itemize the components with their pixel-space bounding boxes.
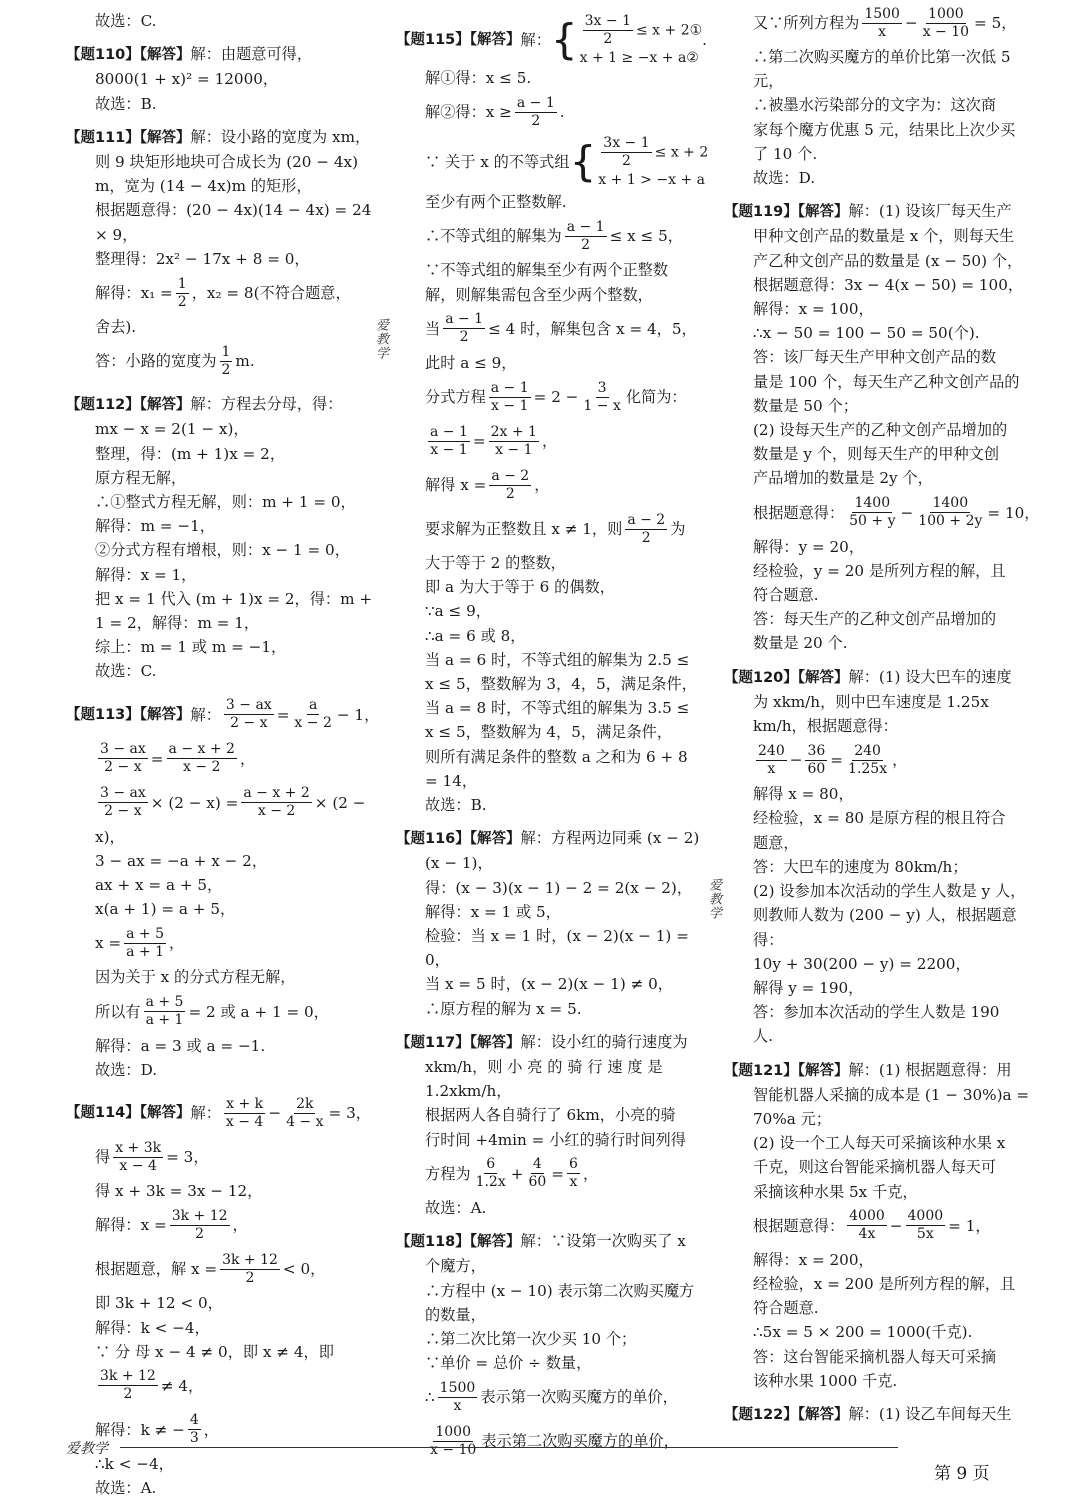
text-line: 数量是 y 个，则每天生产的甲种文创 — [753, 445, 1000, 464]
text-line: × 9， — [95, 225, 138, 244]
text-line: ∴第二次比第一次少买 10 个； — [425, 1329, 637, 1348]
text-line: 答：这台智能采摘机器人每天可采摘 — [753, 1347, 996, 1366]
text-line: 数量是 20 个. — [753, 634, 848, 653]
text-line: (2) 设参加本次活动的学生人数是 y 人， — [753, 882, 1026, 901]
text-line: 解：(1) 设乙车间每天生 — [848, 1404, 1012, 1423]
answer-113 — [66, 693, 380, 1082]
text-line: 得： — [753, 930, 784, 949]
text-line: 甲种文创产品的数量是 x 个，则每天生 — [753, 227, 1015, 246]
text-line: ∵不等式组的解集至少有两个正整数 — [425, 261, 668, 280]
column-2 — [396, 12, 709, 1463]
text-line: 解得 x = $\frac{a - 2}{2}$ ， — [425, 467, 550, 502]
text-line: 根据题意得： $\frac{4000}{4x}$ − $\frac{4000}{5x}$ = 1， — [753, 1208, 991, 1243]
text-line: 符合题意. — [753, 586, 819, 605]
text-line: ∴方程中 (x − 10) 表示第二次购买魔方 — [425, 1281, 695, 1300]
text-line: 解得 x = 80， — [753, 785, 854, 804]
column-1 — [66, 9, 380, 1500]
text-line: 故选：C. — [95, 12, 157, 30]
question-tag: 【题118】【解答】 — [396, 1234, 521, 1251]
text-line: (x − 1)， — [425, 854, 493, 873]
text-line: 当 $\frac{a - 1}{2}$ ≤ 4 时，解集包含 x = 4，5， — [425, 311, 697, 346]
text-line: ax + x = a + 5， — [95, 876, 223, 895]
text-line: 故选：B. — [425, 796, 487, 815]
footer-logo: 爱教学 — [66, 1441, 108, 1457]
text-line: x ≤ 5，整数解为 4，5，满足条件， — [425, 723, 673, 742]
text-line: 千克，则这台智能采摘机器人每天可 — [753, 1158, 996, 1177]
text-line: 行时间 +4min = 小红的骑行时间列得 — [425, 1130, 686, 1149]
text-line: 数量是 50 个； — [753, 396, 858, 415]
text-line: 经检验，x = 200 是所列方程的解，且 — [753, 1274, 1016, 1293]
text-line: ∵ 分 母 x − 4 ≠ 0，即 x ≠ 4，即 — [95, 1342, 334, 1361]
text-line: 解：(1) 设大巴车的速度 — [848, 667, 1012, 686]
text-line: 【题115】【解答】 解： { $\frac{3x - 1}{2}$ ≤ x + 2① x + 1 ≥ −x + a② . — [396, 12, 707, 66]
text-line: $\frac{3 - ax}{2 - x}$ = $\frac{a - x + 2}{x - 2}$ ， — [100, 741, 256, 776]
text-line: 智能机器人采摘的成本是 (1 − 30%)a = — [753, 1085, 1030, 1104]
text-line: ∴被墨水污染部分的文字为：这次商 — [753, 96, 996, 115]
text-line: 所以有 $\frac{a + 5}{a + 1}$ = 2 或 a + 1 = 0， — [95, 994, 329, 1029]
text-line: 故选：D. — [95, 1060, 158, 1079]
text-line: 解得：x = 200， — [753, 1250, 874, 1269]
text-line: ②分式方程有增根，则：x − 1 = 0， — [95, 541, 350, 560]
text-line: 舍去). — [95, 318, 137, 337]
text-line: 把 x = 1 代入 (m + 1)x = 2，得：m + — [95, 589, 373, 608]
text-line: 解得：k < −4， — [95, 1318, 210, 1337]
text-line: 的数量， — [425, 1305, 486, 1324]
text-line: ∴原方程的解为 x = 5. — [425, 999, 582, 1018]
text-line: 经检验，y = 20 是所列方程的解，且 — [753, 561, 1006, 580]
text-line: 解得：m = −1， — [95, 517, 215, 536]
text-line: 方程为 $\frac{6}{1.2x}$ + $\frac{4}{60}$ = $\frac{6}{x}$ ， — [425, 1156, 599, 1191]
text-line: 此时 a ≤ 9， — [425, 353, 517, 372]
text-line: 解得：a = 3 或 a = −1. — [95, 1036, 266, 1055]
question-tag: 【题110】【解答】 — [66, 47, 191, 64]
text-line: 答：大巴车的速度为 80km/h； — [753, 857, 968, 876]
text-line: = 14， — [425, 771, 478, 790]
text-line: 至少有两个正整数解. — [425, 193, 567, 212]
text-line: $\frac{3 - ax}{2 - x}$ × (2 − x) = $\frac{a - x + 2}{x - 2}$ × (2 − — [100, 785, 366, 820]
text-line: 大于等于 2 的整数， — [425, 554, 566, 573]
text-line: 当 x = 5 时，(x − 2)(x − 1) ≠ 0， — [425, 975, 673, 994]
answer-118 — [396, 1229, 696, 1463]
answer-119 — [724, 199, 1040, 655]
text-line: 70%a 元； — [753, 1109, 832, 1128]
text-line: 解②得：x ≥ $\frac{a - 1}{2}$ . — [425, 94, 565, 129]
text-line: 0， — [425, 951, 450, 970]
text-line: (2) 设一个工人每天可采摘该种水果 x — [753, 1134, 1006, 1153]
text-line: $\frac{240}{x}$ − $\frac{36}{60}$ = $\frac{240}{1.25x}$ ， — [758, 742, 908, 777]
text-line: 为 xkm/h，则中巴车速度是 1.25x — [753, 692, 989, 711]
text-line: 根据题意得：3x − 4(x − 50) = 100， — [753, 275, 1024, 294]
answer-122 — [724, 1402, 1026, 1427]
question-tag: 【题111】【解答】 — [66, 129, 191, 146]
text-line: 当 a = 6 时，不等式组的解集为 2.5 ≤ — [425, 650, 690, 669]
text-line: 解：由题意可得， — [190, 45, 313, 64]
text-line: 则 9 块矩形地块可合成长为 (20 − 4x) — [95, 153, 358, 172]
text-line: 8000(1 + x)² = 12000， — [95, 70, 279, 89]
text-line: 检验：当 x = 1 时，(x − 2)(x − 1) = — [425, 927, 689, 946]
answer-115 — [396, 12, 709, 817]
text-line: 【题113】【解答】 解： $\frac{3 - ax}{2 - x}$ = $\frac{a}{x - 2}$ − 1， — [66, 693, 366, 737]
text-line: 故选：C. — [95, 662, 157, 681]
text-line: 则所有满足条件的整数 a 之和为 6 + 8 — [425, 747, 688, 766]
text-line: 解：(1) 设该厂每天生产 — [848, 202, 1012, 221]
text-line: xkm/h，则 小 亮 的 骑 行 速 度 是 — [425, 1058, 663, 1077]
text-line: 解得：k ≠ − $\frac{4}{3}$ ， — [95, 1412, 219, 1447]
text-line: 产品增加的数量是 2y 个， — [753, 469, 933, 488]
text-line: 整理得：2x² − 17x + 8 = 0， — [95, 249, 310, 268]
page-number: 第 9 页 — [934, 1464, 990, 1484]
answer-116 — [396, 826, 700, 1021]
text-line: 答：该厂每天生产甲种文创产品的数 — [753, 348, 996, 367]
question-tag: 【题116】【解答】 — [396, 831, 521, 848]
text-line: 经检验，x = 80 是原方程的根且符合 — [753, 809, 1006, 828]
text-line: 答：小路的宽度为 $\frac{1}{2}$ m. — [95, 343, 255, 378]
text-line: 解得：y = 20， — [753, 537, 865, 556]
fraction: $\frac{1}{2}$ — [177, 275, 187, 310]
text-line: 得：(x − 3)(x − 1) − 2 = 2(x − 2)， — [425, 878, 693, 897]
text-line: ∵ 关于 x 的不等式组 { $\frac{3x - 1}{2}$ ≤ x + 2 x + 1 > −x + a — [425, 134, 709, 188]
text-line: 解得 y = 190， — [753, 978, 864, 997]
question-tag: 【题119】【解答】 — [724, 204, 849, 221]
text-line: ∴第二次购买魔方的单价比第一次低 5 — [753, 48, 1011, 66]
text-line: 解：∵设第一次购买了 x — [520, 1232, 686, 1251]
answer-117 — [396, 1030, 696, 1220]
watermark: 爱教学 — [706, 878, 721, 920]
answer-110 — [66, 42, 366, 116]
text-line: 根据题意得：(20 − 4x)(14 − 4x) = 24 — [95, 201, 372, 220]
text-line: 了 10 个. — [753, 144, 818, 163]
text-line: 解得：x = $\frac{3k + 12}{2}$ ， — [95, 1207, 248, 1242]
question-tag: 【题113】【解答】 — [66, 706, 191, 723]
text-line: 要求解为正整数且 x ≠ 1，则 $\frac{a - 2}{2}$ 为 — [425, 511, 686, 546]
text-line: 分式方程 $\frac{a - 1}{x - 1}$ = 2 − $\frac{3}{1 - x}$ 化简为： — [425, 379, 687, 414]
text-line: 即 a 为大于等于 6 的偶数， — [425, 578, 615, 597]
text-line: 故选：A. — [425, 1198, 487, 1217]
text-line: ∴ $\frac{1500}{x}$ 表示第一次购买魔方的单价， — [425, 1379, 678, 1414]
question-tag: 【题115】【解答】 — [396, 32, 521, 48]
text-line: 解：设小红的骑行速度为 — [520, 1032, 688, 1051]
text-line: $\frac{a - 1}{x - 1}$ = $\frac{2x + 1}{x - 1}$ ， — [430, 423, 558, 458]
text-line: $\frac{3k + 12}{2}$ ≠ 4， — [100, 1368, 204, 1403]
text-line: 个魔方， — [425, 1257, 486, 1276]
question-tag: 【题112】【解答】 — [66, 397, 191, 414]
text-line: 3 − ax = −a + x − 2， — [95, 851, 268, 870]
text-line: 故选：A. — [95, 1479, 157, 1498]
answer-114 — [66, 1091, 371, 1500]
text-line: 解得：x = 100， — [753, 300, 874, 319]
answer-112 — [66, 392, 373, 683]
text-line: 解，则解集需包含至少两个整数， — [425, 285, 653, 304]
text-line: 题意， — [753, 833, 799, 852]
text-line: 根据两人各自骑行了 6km，小亮的骑 — [425, 1106, 676, 1125]
question-tag: 【题114】【解答】 — [66, 1105, 191, 1122]
text-line: 综上：m = 1 或 m = −1， — [95, 638, 287, 657]
text-line: 解：方程去分母，得： — [190, 395, 343, 414]
text-line: 原方程无解， — [95, 468, 187, 487]
column-3 — [724, 1, 1040, 1427]
footer-rule — [120, 1447, 898, 1448]
text-line: 解：设小路的宽度为 xm， — [190, 127, 371, 146]
text-line: 【题114】【解答】 解： $\frac{x + k}{x - 4}$ − $\frac{2k}{4 - x}$ = 3， — [66, 1091, 366, 1135]
text-line: 得 x + 3k = 3x − 12， — [95, 1182, 263, 1201]
text-line: 即 3k + 12 < 0， — [95, 1294, 223, 1313]
text-line: $\frac{1000}{x - 10}$ 表示第二次购买魔方的单价， — [430, 1423, 679, 1458]
fraction: $\frac{1}{2}$ — [221, 343, 231, 378]
text-line: 产乙种文创产品的数量是 (x − 50) 个， — [753, 251, 1023, 270]
inequality-system: { $\frac{3x - 1}{2}$ ≤ x + 2① x + 1 ≥ −x + a② — [550, 12, 703, 66]
text-line: ∴x − 50 = 100 − 50 = 50(个). — [753, 324, 980, 343]
question-tag: 【题117】【解答】 — [396, 1034, 521, 1051]
text-line: (2) 设每天生产的乙种文创产品增加的 — [753, 421, 1008, 440]
question-tag: 【题120】【解答】 — [724, 669, 849, 686]
text-line: 得 $\frac{x + 3k}{x - 4}$ = 3， — [95, 1139, 209, 1174]
text-line: x = $\frac{a + 5}{a + 1}$ ， — [95, 925, 185, 960]
watermark: 爱教学 — [373, 318, 388, 360]
answer-121 — [724, 1058, 1030, 1393]
text-line: 解①得：x ≤ 5. — [425, 69, 532, 87]
question-tag: 【题121】【解答】 — [724, 1062, 849, 1079]
text-line: 根据题意得： $\frac{1400}{50 + y}$ − $\frac{1400}{100 + 2y}$ = 10， — [753, 495, 1040, 530]
text-line: 符合题意. — [753, 1299, 819, 1318]
text-line: x)， — [95, 827, 125, 846]
text-line: 该种水果 1000 千克. — [753, 1371, 898, 1390]
text-line: 当 a = 8 时，不等式组的解集为 3.5 ≤ — [425, 699, 690, 718]
text-line: ∴①整式方程无解，则：m + 1 = 0， — [95, 493, 356, 512]
text-line: 家每个魔方优惠 5 元，结果比上次少买 — [753, 120, 1016, 139]
text-line: km/h，根据题意得： — [753, 717, 898, 736]
text-line: x(a + 1) = a + 5， — [95, 900, 236, 919]
text-line: 元， — [753, 72, 784, 91]
text-line: 因为关于 x 的分式方程无解， — [95, 968, 296, 987]
text-line: 人. — [753, 1027, 774, 1046]
text-line: 故选：D. — [753, 169, 816, 188]
text-line: mx − x = 2(1 − x)， — [95, 420, 249, 439]
text-line: ∴a = 6 或 8， — [425, 626, 526, 645]
text-line: ∴不等式组的解集为 $\frac{a - 1}{2}$ ≤ x ≤ 5， — [425, 218, 683, 253]
text-line: 量是 100 个，每天生产乙种文创产品的 — [753, 372, 1020, 391]
question-tag: 【题122】【解答】 — [724, 1406, 849, 1423]
text-line: 解得：x = 1， — [95, 565, 197, 584]
text-line: ∵a ≤ 9， — [425, 602, 491, 621]
text-line: ∴5x = 5 × 200 = 1000(千克). — [753, 1323, 973, 1342]
text-line: 1 = 2，解得：m = 1， — [95, 614, 260, 633]
text-line: 1.2xkm/h， — [425, 1082, 512, 1101]
text-line: 10y + 30(200 − y) = 2200， — [753, 954, 971, 973]
text-line: m，宽为 (14 − 4x)m 的矩形， — [95, 177, 312, 196]
answer-120 — [724, 665, 1026, 1049]
text-line: ∵单价 = 总价 ÷ 数量， — [425, 1354, 592, 1373]
text-line: 故选：B. — [95, 94, 157, 113]
answer-111 — [66, 125, 372, 383]
text-line: 又∵所列方程为 $\frac{1500}{x}$ − $\frac{1000}{x - 10}$ = 5， — [753, 5, 1017, 40]
text-line: 则教师人数为 (200 − y) 人，根据题意 — [753, 906, 1017, 925]
text-line: 采摘该种水果 5x 千克， — [753, 1182, 918, 1201]
text-line: ∴k < −4， — [95, 1454, 174, 1473]
text-line: 答：每天生产的乙种文创产品增加的 — [753, 610, 996, 629]
text-line: 解：(1) 根据题意得：用 — [848, 1060, 1012, 1079]
text-line: 答：参加本次活动的学生人数是 190 — [753, 1003, 1000, 1022]
text-line: 根据题意，解 x = $\frac{3k + 12}{2}$ < 0， — [95, 1251, 326, 1286]
text-line: x ≤ 5，整数解为 3，4，5，满足条件， — [425, 675, 697, 694]
text-line: 解：方程两边同乘 (x − 2) — [520, 829, 700, 848]
inequality-system: { $\frac{3x - 1}{2}$ ≤ x + 2 x + 1 > −x + a — [569, 134, 709, 188]
text-line: 解得：x = 1 或 5， — [425, 902, 561, 921]
text-line: 整理，得：(m + 1)x = 2， — [95, 444, 286, 463]
text-line: 解得：x₁ = $\frac{1}{2}$ ，x₂ = 8(不符合题意， — [95, 275, 351, 310]
